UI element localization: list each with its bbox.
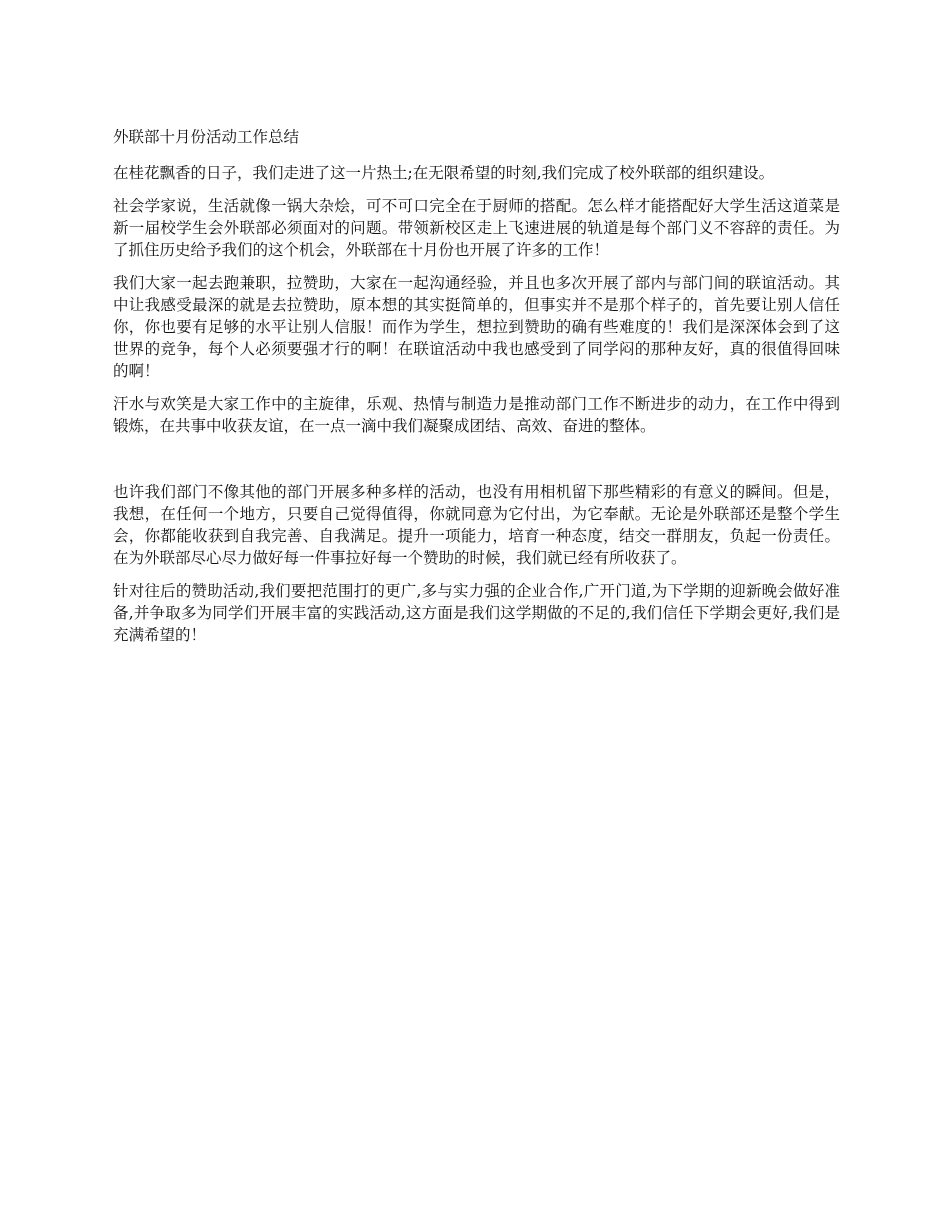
paragraph-5: 也许我们部门不像其他的部门开展多种多样的活动，也没有用相机留下那些精彩的有意义的瞬间。但是，我想，在任何一个地方，只要自己觉得值得，你就同意为它付出，为它奉献。无论是外联部还是整个学生会，你都能收获到自我完善、自我满足。提升一项能力，培育一种态度，结交一群朋友，负起一份责任。 在为外联部尽心尽力做好每一件事拉好每一个赞助的时候，我们就已经有所收获了。 (113, 483, 840, 567)
paragraph-2: 社会学家说，生活就像一锅大杂烩，可不可口完全在于厨师的搭配。怎么样才能搭配好大学生活这道菜是新一届校学生会外联部必须面对的问题。带领新校区走上飞速进展的轨道是每个部门义不容辞的责任。为了抓住历史给予我们的这个机会，外联部在十月份也开展了许多的工作！ (113, 197, 840, 259)
blank-spacer (113, 448, 840, 481)
paragraph-6: 针对往后的赞助活动,我们要把范围打的更广,多与实力强的企业合作,广开门道,为下学期的迎新晚会做好准备,并争取多为同学们开展丰富的实践活动,这方面是我们这学期做的不足的,我们信任下学期会更好,我们是充满希望的！ (113, 582, 840, 644)
paragraph-1: 在桂花飘香的日子，我们走进了这一片热土;在无限希望的时刻,我们完成了校外联部的组织建设。 (113, 164, 775, 182)
paragraph-3: 我们大家一起去跑兼职，拉赞助，大家在一起沟通经验，并且也多次开展了部内与部门间的联谊活动。其中让我感受最深的就是去拉赞助，原本想的其实挺简单的，但事实并不是那个样子的，首先要让别人信任你，你也要有足够的水平让别人信服！而作为学生，想拉到赞助的确有些难度的！我们是深深体会到了这世界的竞争，每个人必须要强才行的啊！在联谊活动中我也感受到了同学闷的那种友好，真的很值得回味的啊！ (113, 274, 840, 380)
document-title: 外联部十月份活动工作总结 (113, 128, 300, 146)
paragraph-4: 汗水与欢笑是大家工作中的主旋律，乐观、热情与制造力是推动部门工作不断进步的动力，在工作中得到锻炼，在共事中收获友谊，在一点一滴中我们凝聚成团结、高效、奋进的整体。 (113, 395, 840, 435)
document-page (113, 126, 840, 657)
